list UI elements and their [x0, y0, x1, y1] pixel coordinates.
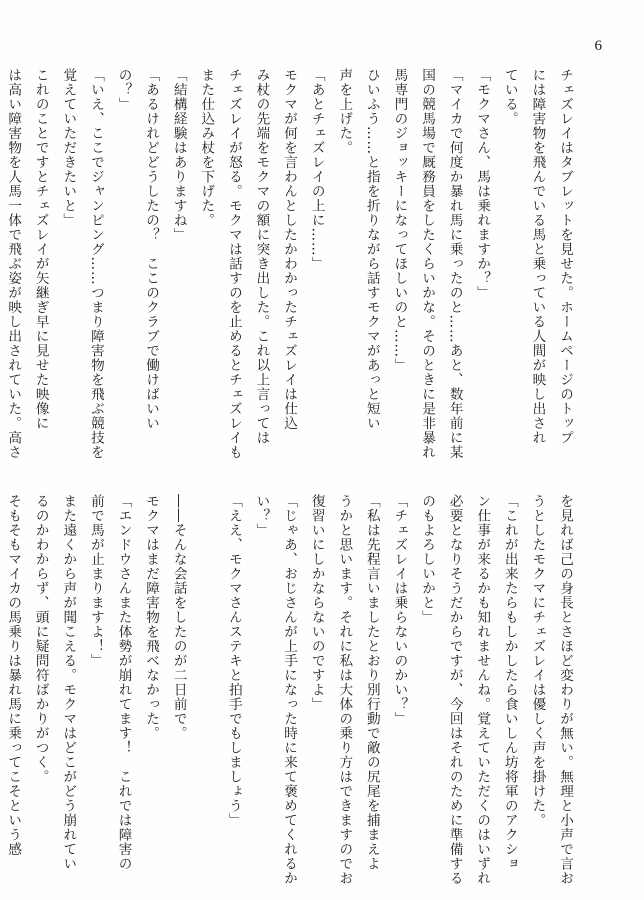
text-line: モクマが何を言わんとしたかわかったチェズレイは仕込 [281, 68, 298, 431]
text-line: るのかわからず、頭に疑問符ばかりがつく。 [32, 494, 49, 784]
text-line: 「あとチェズレイの上に……」 [308, 68, 325, 271]
text-line: 「エンドウさんまた体勢が崩れてます！ これでは障害の [115, 494, 132, 871]
text-line: のもよろしいかと」 [419, 494, 436, 625]
text-line: チェズレイが怒る。モクマは話すのを止めるとチェズレイも [225, 68, 242, 460]
text-line: また仕込み杖を下げた。 [198, 68, 215, 228]
text-line: には障害物を飛んでいる馬と乗っている人間が映し出され [529, 68, 546, 445]
text-line: モクマはまだ障害物を飛べなかった。 [143, 494, 160, 741]
text-line: 覚えていただきたいと」 [60, 68, 77, 228]
text-line: い？」 [253, 494, 270, 538]
text-line: 復習いにしかならないのですよ」 [308, 494, 325, 712]
text-line: 前で馬が止まりますよ！」 [87, 494, 104, 668]
text-line: 国の競馬場で厩務員をしたくらいかな。そのときに是非暴れ [419, 68, 436, 460]
text-line: 馬専門のジョッキーになってほしいのと……」 [391, 68, 408, 373]
text-line: の？」 [115, 68, 132, 112]
text-line: また遠くから声が聞こえる。モクマはどこがどう崩れてい [60, 494, 77, 871]
text-line: これのことですとチェズレイが矢継ぎ早に見せた映像に [32, 68, 49, 431]
text-line: 「結構経験はありますね」 [170, 68, 187, 242]
blank-line [192, 494, 220, 886]
text-line: ひいふう……と指を折りながら話すモクマがあっと短い [363, 68, 380, 431]
text-line: うとしたモクマにチェズレイは優しく声を掛けた。 [529, 494, 546, 828]
text-line: は高い障害物を人馬一体で飛ぶ姿が映し出されていた。高さ [5, 68, 22, 460]
text-line: ――そんな会話をしたのが二日前で。 [170, 494, 187, 741]
text-block-top [0, 68, 578, 460]
text-line: み杖の先端をモクマの額に突き出した。これ以上言っては [253, 68, 270, 445]
text-line: 「じゃあ、おじさんが上手になった時に来て褒めてくれるか [281, 494, 298, 886]
text-line: 「これが出来たらもしかしたら食いしん坊将軍のアクショ [501, 494, 518, 871]
text-line: ン仕事が来るかも知れませんね。覚えていただくのはいずれ [474, 494, 491, 886]
text-line: 必要となりそうだからですが、今回はそれのために準備する [446, 494, 463, 886]
text-line: チェズレイはタブレットを見せた。ホームページのトップ [557, 68, 573, 445]
text-line: うかと思います。それに私は大体の乗り方はできますのでお [336, 494, 353, 886]
text-block-bottom [0, 494, 578, 886]
text-line: 「あるけれどどうしたの？ ここのクラブで働けばいい [143, 68, 160, 431]
text-line: ている。 [501, 68, 518, 126]
text-line: を見れば己の身長とさほど変わりが無い。無理と小声で言お [557, 494, 573, 886]
page-number: 6 [594, 38, 602, 54]
text-line: 「マイカで何度か暴れ馬に乗ったのと……あと、数年前に某 [446, 68, 463, 460]
text-line: 「いえ、ここでジャンピング……つまり障害物を飛ぶ競技を [87, 68, 104, 460]
text-line: 「モクマさん、馬は乗れますか？」 [474, 68, 491, 300]
text-line: 「私は先程言いましたとおり別行動で敵の尻尾を捕まえよ [363, 494, 380, 871]
text-line: 「チェズレイは乗らないのかい？」 [391, 494, 408, 726]
text-line: 声を上げた。 [336, 68, 353, 155]
text-line: 「ええ、モクマさんステキと拍手でもしましょう」 [225, 494, 242, 828]
text-line: そもそもマイカの馬乗りは暴れ馬に乗ってこそという感 [5, 494, 22, 857]
